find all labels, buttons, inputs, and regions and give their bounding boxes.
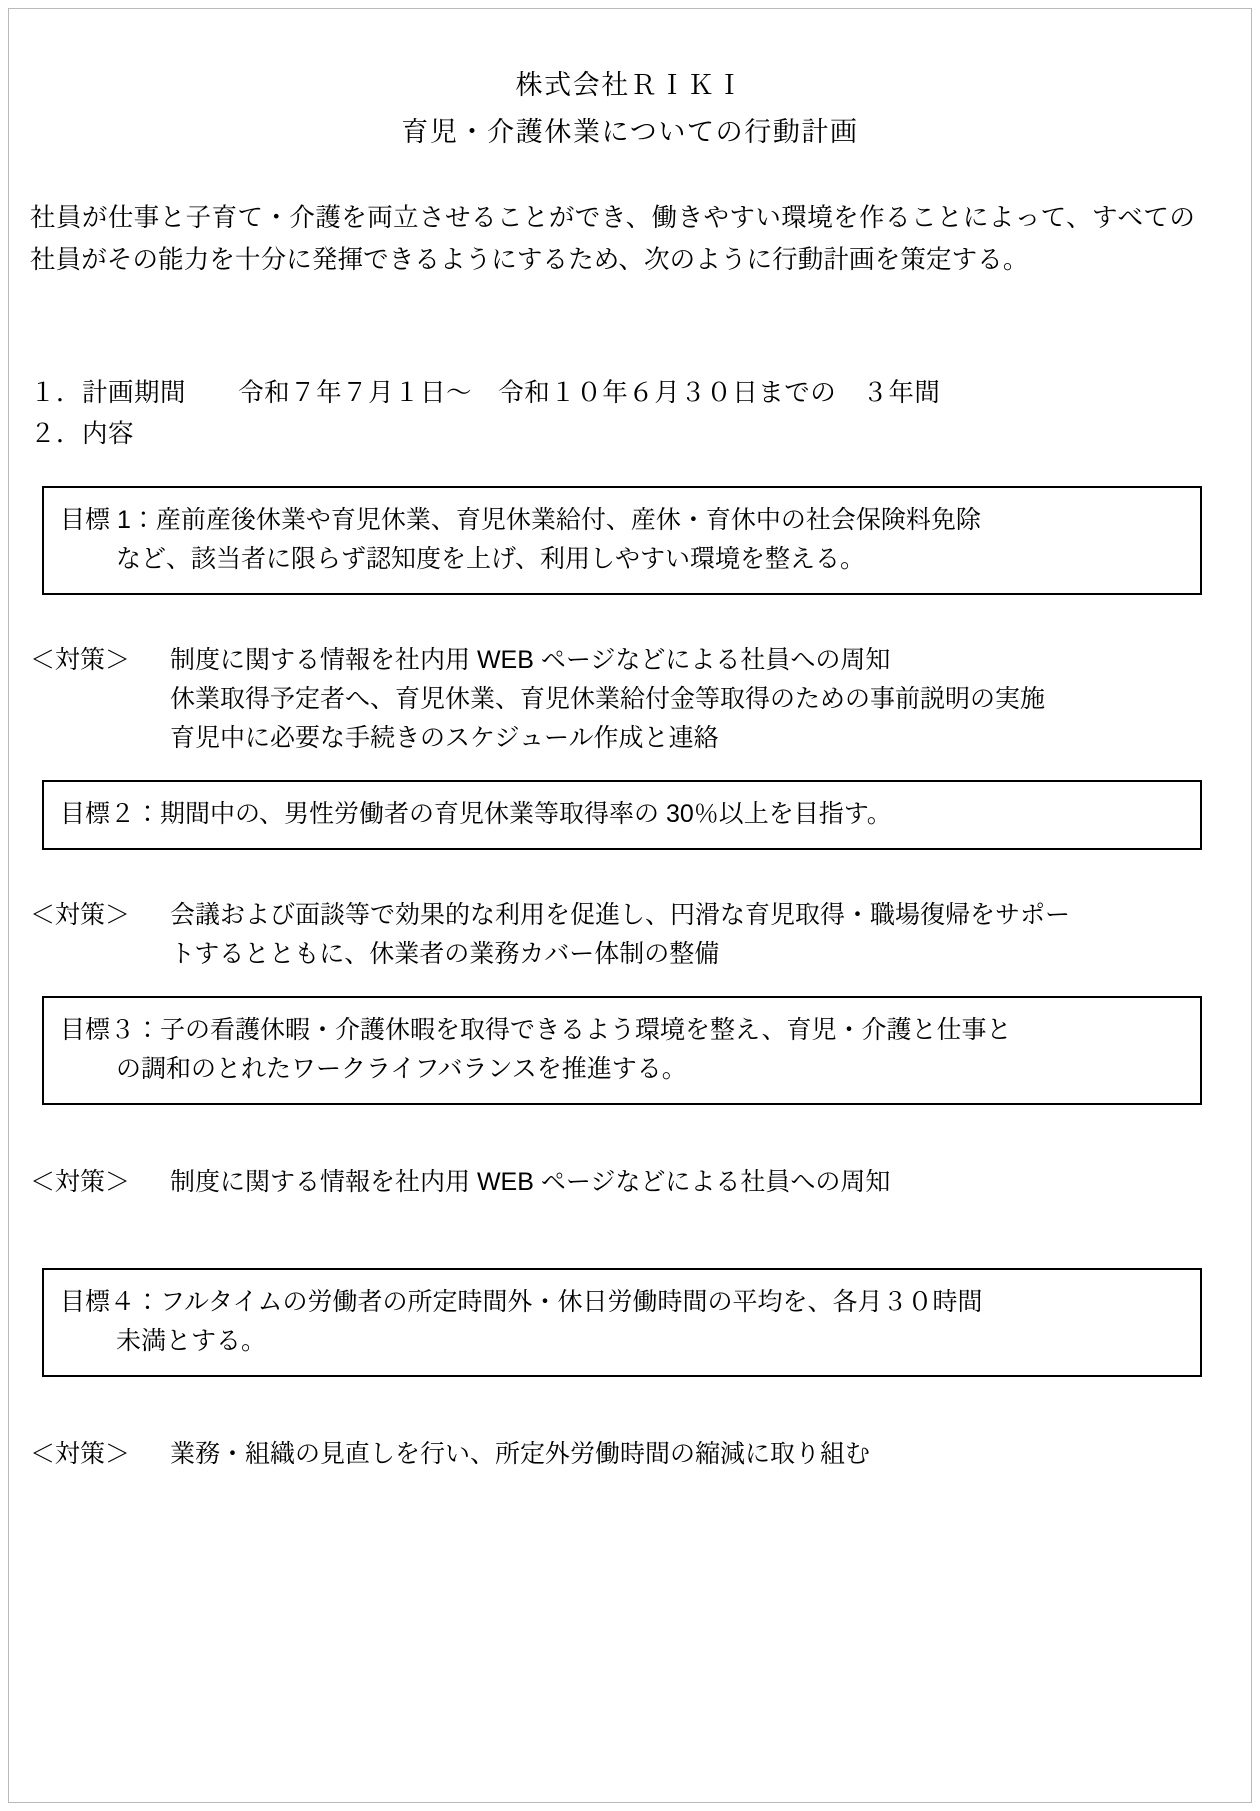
goal-3-line-1: 目標３：子の看護休暇・介護休暇を取得できるよう環境を整え、育児・介護と仕事と — [60, 1015, 1012, 1044]
goal-4-line-1: 目標４：フルタイムの労働者の所定時間外・休日労働時間の平均を、各月３０時間 — [60, 1287, 983, 1316]
measure-2-line-1: 会議および面談等で効果的な利用を促進し、円滑な育児取得・職場復帰をサポー — [170, 900, 1071, 929]
measure-1-label: ＜対策＞ — [30, 645, 131, 674]
document-header — [30, 62, 1230, 157]
goal-1-line-2: など、該当者に限らず認知度を上げ、利用しやすい環境を整える。 — [116, 544, 866, 573]
measure-2-label: ＜対策＞ — [30, 900, 131, 929]
section-item-contents: ２．内容 — [30, 420, 135, 449]
measure-3-body — [170, 1163, 1230, 1202]
measure-block-4 — [30, 1435, 1230, 1474]
goal-3-line-2: の調和のとれたワークライフバランスを推進する。 — [116, 1054, 687, 1083]
company-name: 株式会社ＲＩＫＩ — [515, 70, 745, 100]
goal-box-3 — [42, 996, 1202, 1105]
measure-4-body — [170, 1435, 1230, 1474]
measure-block-2 — [30, 896, 1230, 974]
goal-box-4 — [42, 1268, 1202, 1377]
section-item-plan-period: １．計画期間 令和７年７月１日〜 令和１０年６月３０日までの ３年間 — [30, 379, 941, 408]
goal-box-2 — [42, 780, 1202, 850]
measure-2-body — [170, 896, 1230, 974]
document-title: 育児・介護休業についての行動計画 — [401, 117, 859, 148]
measure-4-line-1: 業務・組織の見直しを行い、所定外労働時間の縮減に取り組む — [170, 1439, 871, 1468]
measure-2-line-2: トするとともに、休業者の業務カバー体制の整備 — [170, 939, 720, 968]
goal-box-1 — [42, 486, 1202, 595]
measure-1-line-2: 休業取得予定者へ、育児休業、育児休業給付金等取得のための事前説明の実施 — [170, 684, 1046, 713]
measure-block-3 — [30, 1163, 1230, 1202]
goal-4-line-2: 未満とする。 — [116, 1326, 267, 1355]
measure-3-line-1: 制度に関する情報を社内用 WEB ページなどによる社員への周知 — [170, 1167, 891, 1196]
section-list — [30, 373, 1230, 456]
measure-1-body — [170, 641, 1230, 758]
measure-3-label: ＜対策＞ — [30, 1167, 131, 1196]
measure-4-label: ＜対策＞ — [30, 1439, 131, 1468]
measure-1-line-1: 制度に関する情報を社内用 WEB ページなどによる社員への周知 — [170, 645, 891, 674]
intro-paragraph: 社員が仕事と子育て・介護を両立させることができ、働きやすい環境を作ることによって、すべての社員がその能力を十分に発揮できるようにするため、次のように行動計画を策定する。 — [30, 203, 1195, 274]
measure-1-line-3: 育児中に必要な手続きのスケジュール作成と連絡 — [170, 723, 719, 752]
measure-block-1 — [30, 641, 1230, 758]
document-content — [30, 62, 1230, 1474]
goal-1-line-1: 目標 1：産前産後休業や育児休業、育児休業給付、産休・育休中の社会保険料免除 — [60, 505, 981, 534]
goal-2-line-1: 目標２：期間中の、男性労働者の育児休業等取得率の 30％以上を目指す。 — [60, 799, 892, 828]
